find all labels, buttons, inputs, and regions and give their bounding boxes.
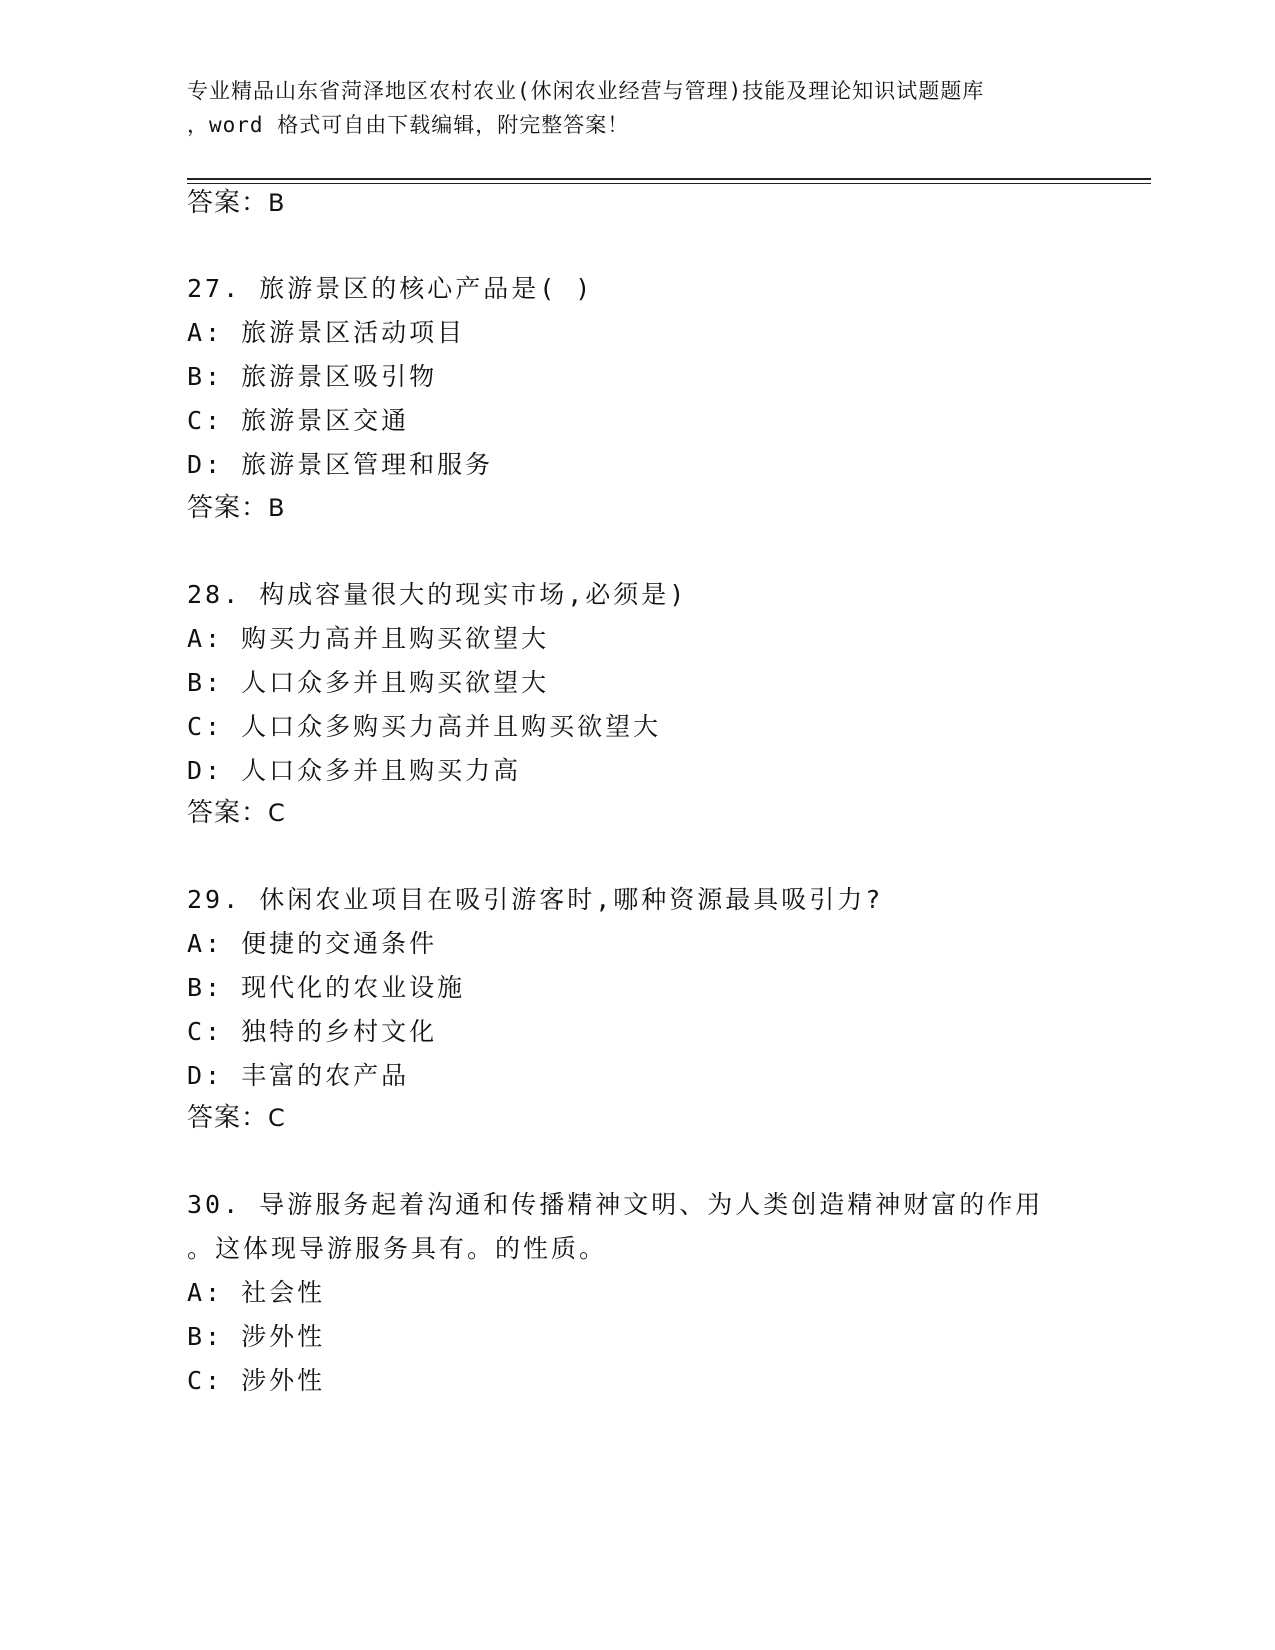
question-30-option-b: B: 涉外性 [187,1322,326,1351]
answer-value: C [268,799,286,827]
question-28-option-a: A: 购买力高并且购买欲望大 [187,624,550,653]
header-divider-thin [187,183,1151,184]
question-28-option-c: C: 人口众多购买力高并且购买欲望大 [187,712,662,741]
question-28-option-b: B: 人口众多并且购买欲望大 [187,668,550,697]
document-header [187,74,1087,142]
header-line-2: ，word 格式可自由下载编辑，附完整答案！ [187,113,630,137]
header-divider-thick [187,178,1151,180]
question-29-answer [187,1103,286,1133]
question-27-option-d: D: 旅游景区管理和服务 [187,450,494,479]
question-30-stem-line-1: 30. 导游服务起着沟通和传播精神文明、为人类创造精神财富的作用 [187,1190,1044,1219]
answer-value: B [268,494,286,522]
header-line-1: 专业精品山东省菏泽地区农村农业(休闲农业经营与管理)技能及理论知识试题题库 [187,79,985,103]
question-30-option-a: A: 社会性 [187,1278,326,1307]
answer-value: B [268,189,286,217]
question-28-option-d: D: 人口众多并且购买力高 [187,756,522,785]
question-29-option-c: C: 独特的乡村文化 [187,1017,438,1046]
question-29-option-b: B: 现代化的农业设施 [187,973,466,1002]
answer-label: 答案： [187,493,269,523]
question-28-answer [187,798,286,828]
answer-label: 答案： [187,1103,269,1133]
question-30-stem-line-2: 。这体现导游服务具有。的性质。 [187,1234,608,1263]
answer-label: 答案： [187,188,269,218]
question-28-stem: 28. 构成容量很大的现实市场,必须是) [187,580,688,609]
question-27-option-b: B: 旅游景区吸引物 [187,362,438,391]
answer-value: C [268,1104,286,1132]
question-29-option-a: A: 便捷的交通条件 [187,929,438,958]
question-29-option-d: D: 丰富的农产品 [187,1061,410,1090]
question-27-stem: 27. 旅游景区的核心产品是( ) [187,274,594,303]
question-27-option-a: A: 旅游景区活动项目 [187,318,466,347]
answer-prev [187,188,285,218]
question-27-answer [187,493,285,523]
question-29-stem: 29. 休闲农业项目在吸引游客时,哪种资源最具吸引力? [187,885,884,914]
question-27-option-c: C: 旅游景区交通 [187,406,410,435]
answer-label: 答案： [187,798,269,828]
question-30-option-c: C: 涉外性 [187,1366,326,1395]
